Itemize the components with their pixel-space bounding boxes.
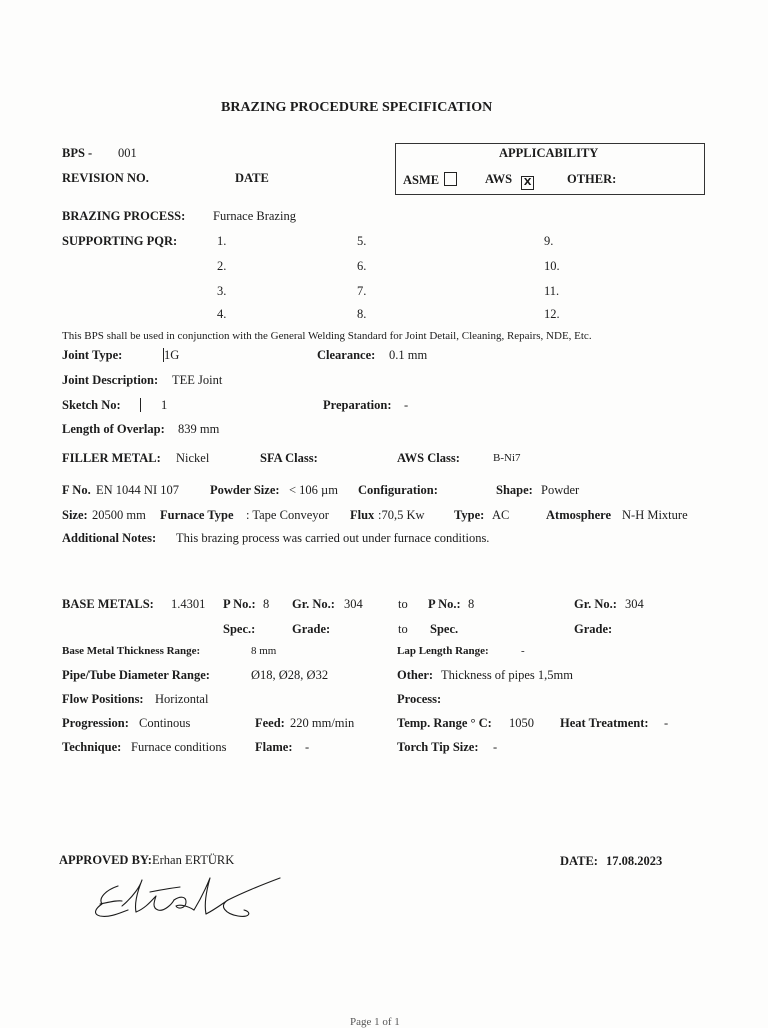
sketch-value: 1 xyxy=(161,398,168,412)
lap-length-value: - xyxy=(521,645,525,657)
pipe-diameter-label: Pipe/Tube Diameter Range: xyxy=(62,668,210,682)
current-type-label: Type: xyxy=(454,508,485,522)
lap-length-label: Lap Length Range: xyxy=(397,645,489,657)
pqr-12: 12. xyxy=(544,307,560,321)
brazing-process-value: Furnace Brazing xyxy=(213,209,296,223)
pqr-11: 11. xyxy=(544,284,560,298)
additional-notes-label: Additional Notes: xyxy=(62,531,157,545)
grade-label: Grade: xyxy=(292,622,331,636)
date-top-label: DATE xyxy=(235,171,269,185)
pqr-7: 7. xyxy=(357,284,367,298)
asme-label: ASME xyxy=(403,173,440,187)
pqr-4: 4. xyxy=(217,307,227,321)
furnace-type-label: Furnace Type xyxy=(160,508,234,522)
heat-treatment-value: - xyxy=(664,716,669,730)
temp-range-label: Temp. Range ° C: xyxy=(397,716,492,730)
size-label: Size: xyxy=(62,508,88,522)
pqr-1: 1. xyxy=(217,234,227,248)
base-metals-value: 1.4301 xyxy=(171,597,206,611)
approval-date-label: DATE: xyxy=(560,854,598,868)
pipe-diameter-value: Ø18, Ø28, Ø32 xyxy=(251,668,329,682)
supporting-pqr-label: SUPPORTING PQR: xyxy=(62,234,178,248)
brazing-process-label: BRAZING PROCESS: xyxy=(62,209,186,223)
overlap-value: 839 mm xyxy=(178,422,220,436)
spec-2-label: Spec. xyxy=(430,622,459,636)
spec-label: Spec.: xyxy=(223,622,256,636)
p-no-value: 8 xyxy=(263,597,270,611)
pqr-9: 9. xyxy=(544,234,554,248)
progression-value: Continous xyxy=(139,716,191,730)
f-no-value: EN 1044 NI 107 xyxy=(96,483,179,497)
thickness-range-label: Base Metal Thickness Range: xyxy=(62,645,201,657)
atmosphere-value: N-H Mixture xyxy=(622,508,688,522)
pqr-6: 6. xyxy=(357,259,367,273)
p-no-label: P No.: xyxy=(223,597,256,611)
additional-notes-value: This brazing process was carried out under furnace conditions. xyxy=(176,531,490,545)
revision-label: REVISION NO. xyxy=(62,171,149,185)
aws-option xyxy=(485,172,534,190)
approval-date-value: 17.08.2023 xyxy=(606,854,663,868)
sketch-label: Sketch No: xyxy=(62,398,121,412)
grade-2-label: Grade: xyxy=(574,622,613,636)
approved-by-value: Erhan ERTÜRK xyxy=(152,853,235,867)
shape-value: Powder xyxy=(541,483,580,497)
bps-label: BPS - xyxy=(62,146,93,160)
joint-type-value: 1G xyxy=(164,348,180,362)
preparation-value: - xyxy=(404,398,409,412)
f-no-label: F No. xyxy=(62,483,91,497)
joint-type-label: Joint Type: xyxy=(62,348,123,362)
document-title: BRAZING PROCEDURE SPECIFICATION xyxy=(221,100,493,115)
other-info-value: Thickness of pipes 1,5mm xyxy=(441,668,573,682)
pqr-3: 3. xyxy=(217,284,227,298)
page-number: Page 1 of 1 xyxy=(350,1016,400,1028)
gr-no-label: Gr. No.: xyxy=(292,597,335,611)
overlap-label: Length of Overlap: xyxy=(62,422,165,436)
base-metals-label: BASE METALS: xyxy=(62,597,154,611)
p-no-2-value: 8 xyxy=(468,597,475,611)
asme-option xyxy=(403,172,457,188)
other-info-label: Other: xyxy=(397,668,434,682)
to-2-label: to xyxy=(398,622,408,636)
joint-type-field xyxy=(163,348,179,363)
furnace-type-value: : Tape Conveyor xyxy=(246,508,329,522)
torch-tip-value: - xyxy=(493,740,498,754)
clearance-value: 0.1 mm xyxy=(389,348,428,362)
approved-by-label: APPROVED BY: xyxy=(59,853,152,867)
asme-checkbox[interactable] xyxy=(444,172,457,186)
flame-value: - xyxy=(305,740,310,754)
powder-size-value: < 106 µm xyxy=(289,483,338,497)
aws-label: AWS xyxy=(485,172,513,186)
flow-positions-label: Flow Positions: xyxy=(62,692,144,706)
flame-label: Flame: xyxy=(255,740,293,754)
gr-no-value: 304 xyxy=(344,597,363,611)
pqr-5: 5. xyxy=(357,234,367,248)
size-value: 20500 mm xyxy=(92,508,146,522)
filler-metal-label: FILLER METAL: xyxy=(62,451,161,465)
shape-label: Shape: xyxy=(496,483,533,497)
temp-range-value: 1050 xyxy=(509,716,534,730)
text-cursor-mark xyxy=(140,398,141,412)
pqr-8: 8. xyxy=(357,307,367,321)
aws-checkbox[interactable]: X xyxy=(521,176,534,190)
aws-class-value: B-Ni7 xyxy=(493,452,521,464)
sfa-class-label: SFA Class: xyxy=(260,451,318,465)
torch-tip-label: Torch Tip Size: xyxy=(397,740,479,754)
powder-size-label: Powder Size: xyxy=(210,483,280,497)
other-label: OTHER: xyxy=(567,172,617,186)
feed-label: Feed: xyxy=(255,716,285,730)
applicability-title: APPLICABILITY xyxy=(499,146,599,160)
technique-label: Technique: xyxy=(62,740,122,754)
clearance-label: Clearance: xyxy=(317,348,376,362)
conjunction-note: This BPS shall be used in conjunction with the General Welding Standard for Joint Detail, Cleaning, Repairs, NDE, Etc. xyxy=(62,330,592,342)
gr-no-2-label: Gr. No.: xyxy=(574,597,617,611)
aws-class-label: AWS Class: xyxy=(397,451,460,465)
joint-description-label: Joint Description: xyxy=(62,373,159,387)
pqr-2: 2. xyxy=(217,259,227,273)
joint-description-value: TEE Joint xyxy=(172,373,223,387)
feed-value: 220 mm/min xyxy=(290,716,355,730)
gr-no-2-value: 304 xyxy=(625,597,644,611)
preparation-label: Preparation: xyxy=(323,398,392,412)
current-type-value: AC xyxy=(492,508,510,522)
flux-label: Flux xyxy=(350,508,375,522)
flow-positions-value: Horizontal xyxy=(155,692,209,706)
progression-label: Progression: xyxy=(62,716,129,730)
sketch-field xyxy=(140,398,167,413)
filler-metal-value: Nickel xyxy=(176,451,210,465)
atmosphere-label: Atmosphere xyxy=(546,508,612,522)
heat-treatment-label: Heat Treatment: xyxy=(560,716,649,730)
bps-value: 001 xyxy=(118,146,137,160)
pqr-10: 10. xyxy=(544,259,560,273)
technique-value: Furnace conditions xyxy=(131,740,227,754)
flux-value: :70,5 Kw xyxy=(378,508,425,522)
signature-image xyxy=(88,870,288,930)
thickness-range-value: 8 mm xyxy=(251,645,277,657)
to-label: to xyxy=(398,597,408,611)
process-label: Process: xyxy=(397,692,442,706)
p-no-2-label: P No.: xyxy=(428,597,461,611)
configuration-label: Configuration: xyxy=(358,483,438,497)
